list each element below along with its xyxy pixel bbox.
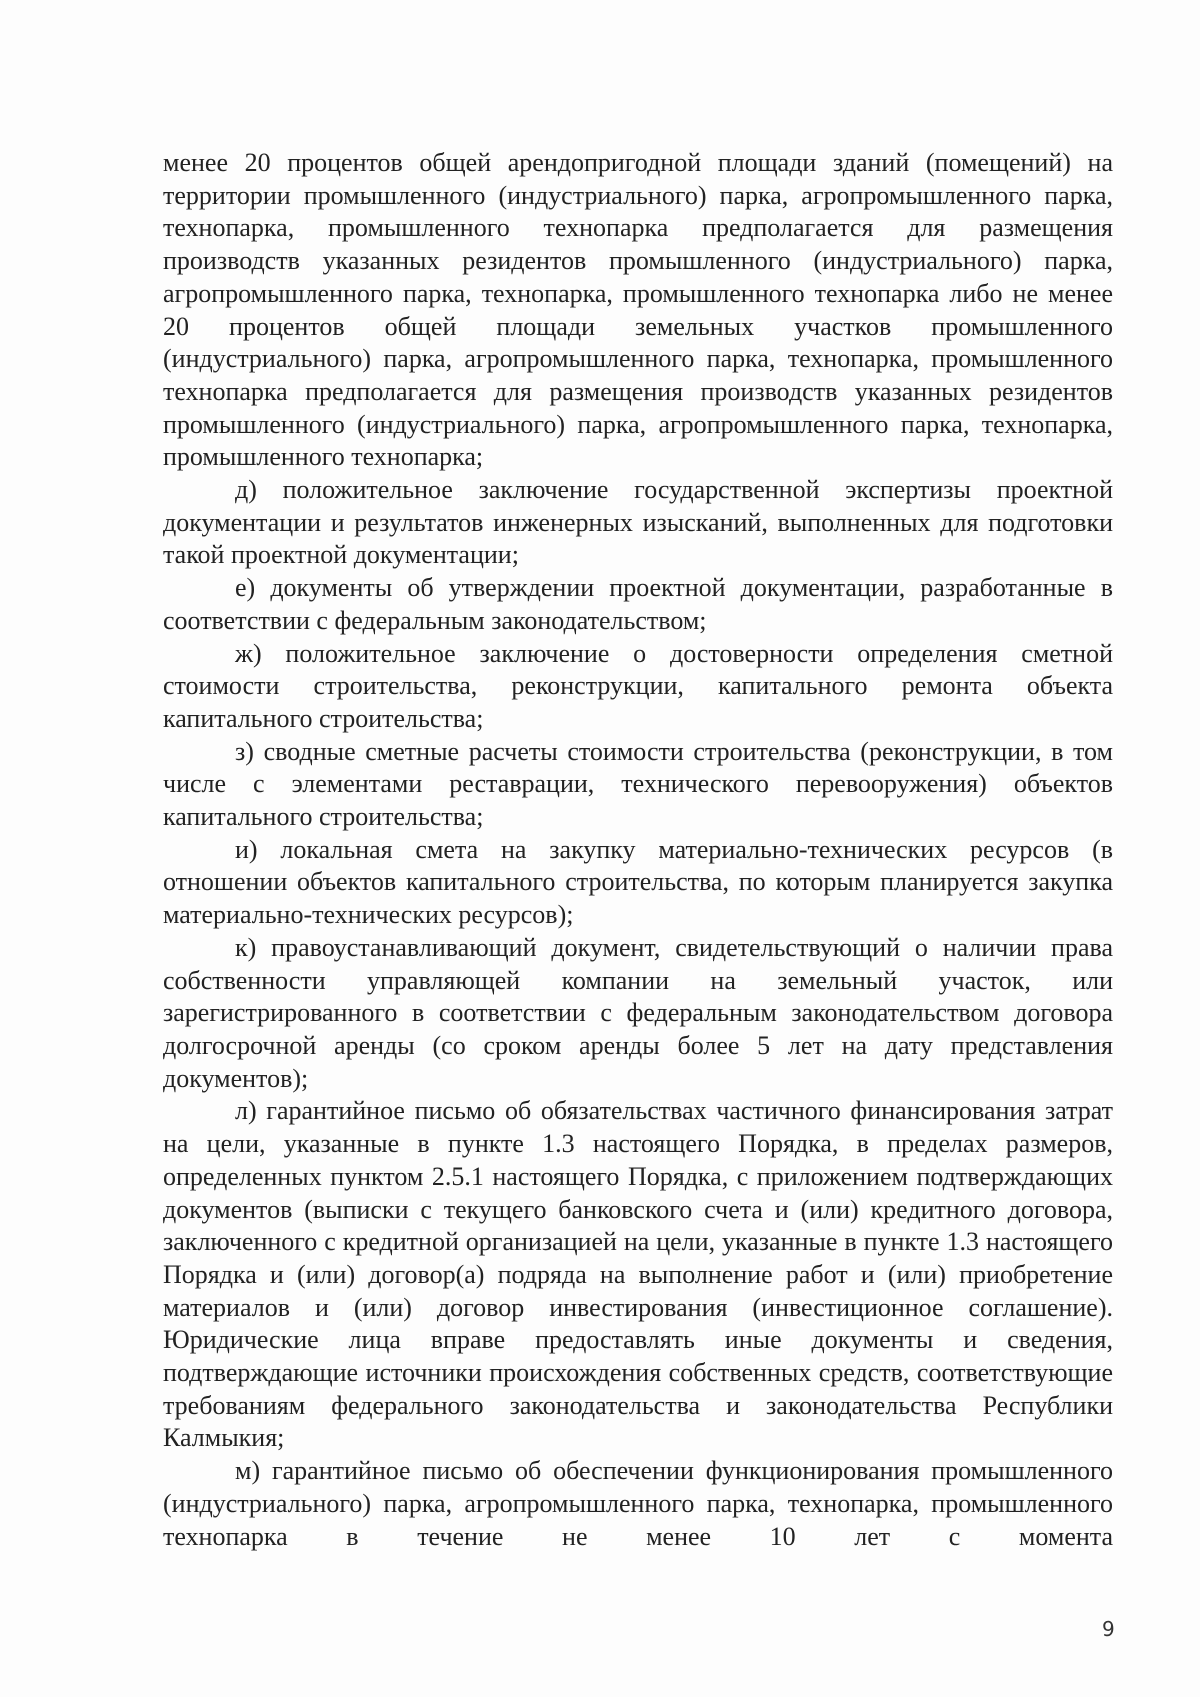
paragraph-item-z: з) сводные сметные расчеты стоимости строительства (реконструкции, в том числе с элементами реставрации, технического перевооружения) объектов капитального строительства; — [163, 736, 1113, 832]
document-body — [163, 147, 1113, 1553]
paragraph-item-k: к) правоустанавливающий документ, свидетельствующий о наличии права собственности управляющей компании на земельный участок, или зарегистрированного в соответствии с федеральным законодательством договора долгосрочной аренды (со сроком аренды более 5 лет на дату представления документов); — [163, 932, 1113, 1093]
paragraph-item-i: и) локальная смета на закупку материально-технических ресурсов (в отношении объектов капитального строительства, по которым планируется закупка материально-технических ресурсов); — [163, 834, 1113, 930]
page-number: 9 — [1102, 1617, 1115, 1641]
paragraph-item-e: е) документы об утверждении проектной документации, разработанные в соответствии с федеральным законодательством; — [163, 573, 1113, 635]
paragraph-continuation: менее 20 процентов общей арендопригодной площади зданий (помещений) на территории промышленного (индустриального) парка, агропромышленного парка, технопарка, промышленного технопарка предполагается для размещения производств указанных резидентов промышленного (индустриального) парка, агропромышленного парка, технопарка, промышленного технопарка либо не менее 20 процентов общей площади земельных участков промышленного (индустриального) парка, агропромышленного парка, технопарка, промышленного технопарка предполагается для размещения производств указанных резидентов промышленного (индустриального) парка, агропромышленного парка, технопарка, промышленного технопарка; — [163, 148, 1113, 472]
paragraph-item-d: д) положительное заключение государственной экспертизы проектной документации и результатов инженерных изысканий, выполненных для подготовки такой проектной документации; — [163, 475, 1113, 570]
paragraph-item-l: л) гарантийное письмо об обязательствах частичного финансирования затрат на цели, указанные в пункте 1.3 настоящего Порядка, в пределах размеров, определенных пунктом 2.5.1 настоящего Порядка, с приложением подтверждающих документов (выписки с текущего банковского счета и (или) кредитного договора, заключенного с кредитной организацией на цели, указанные в пункте 1.3 настоящего Порядка и (или) договор(а) подряда на выполнение работ и (или) приобретение материалов и (или) договор инвестирования (инвестиционное соглашение). Юридические лица вправе предоставлять иные документы и сведения, подтверждающие источники происхождения собственных средств, соответствующие требованиям федерального законодательства и законодательства Республики Калмыкия; — [163, 1096, 1113, 1453]
paragraph-item-m: м) гарантийное письмо об обеспечении функционирования промышленного (индустриального) парка, агропромышленного парка, технопарка, промышленного технопарка в течение не менее 10 лет с момента — [163, 1456, 1113, 1551]
paragraph-item-zh: ж) положительное заключение о достоверности определения сметной стоимости строительства, реконструкции, капитального ремонта объекта капитального строительства; — [163, 638, 1113, 733]
